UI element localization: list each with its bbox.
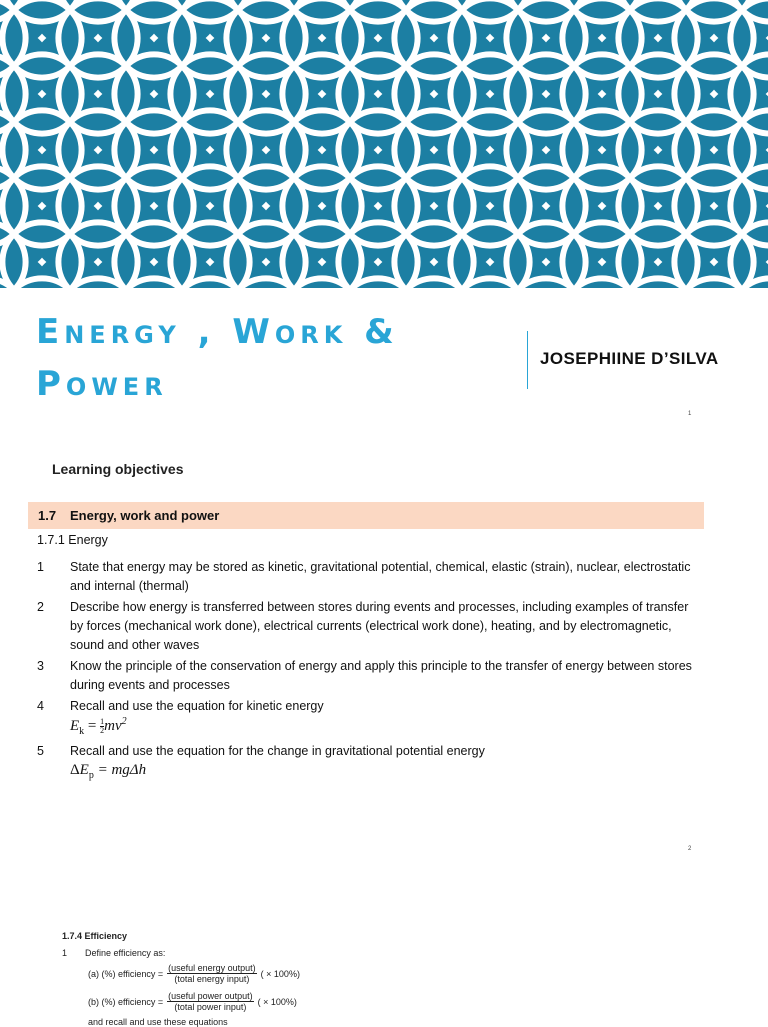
page-number-2: 2	[688, 846, 692, 852]
half-fraction: $\frac{1}{2}$	[100, 717, 105, 736]
circle-lattice-pattern	[0, 0, 768, 288]
author-name: JOSEPHIINE D’SILVA	[540, 349, 719, 368]
objective-number: 4	[37, 699, 44, 713]
efficiency-equation-a: (a) (%) efficiency = $\frac{\text{(useful energy output)}}{\text{(total energy input)}}$ ( × 100%)	[88, 963, 300, 984]
title-line-2: Power	[36, 364, 168, 404]
objective-number: 1	[37, 560, 44, 574]
objective-number: 3	[37, 659, 44, 673]
presentation-title	[36, 306, 399, 410]
title-divider	[527, 331, 528, 389]
objective-text: Know the principle of the conservation of energy and apply this principle to the transfer of energy between stores during events and processes	[70, 659, 692, 692]
section-title: Energy, work and power	[70, 508, 220, 523]
objective-item	[37, 697, 697, 716]
objective-text: Recall and use the equation for kinetic energy	[70, 699, 324, 713]
objective-item	[37, 742, 697, 761]
efficiency-heading: 1.7.4 Efficiency	[62, 931, 128, 941]
gpe-equation: $\Delta E_p = mg\Delta h$	[70, 762, 147, 781]
efficiency-cutoff-text: and recall and use these equations	[88, 1017, 228, 1027]
efficiency-fraction-a: $\frac{\text{(useful energy output)}}{\text{(total energy input)}}$	[168, 963, 256, 984]
efficiency-item-text: Define efficiency as:	[85, 948, 166, 958]
objective-text: State that energy may be stored as kinetic, gravitational potential, chemical, elastic (strain), nuclear, electrostatic and internal (thermal)	[70, 560, 691, 593]
objective-item	[37, 657, 697, 695]
section-header	[28, 502, 704, 529]
learning-objectives-heading: Learning objectives	[52, 461, 184, 477]
efficiency-equation-b: (b) (%) efficiency = $\frac{\text{(useful power output)}}{\text{(total power input)}}$ ( × 100%)	[88, 991, 297, 1012]
objective-item	[37, 558, 697, 596]
efficiency-item-number: 1	[62, 948, 68, 958]
objective-number: 2	[37, 600, 44, 614]
objective-text: Recall and use the equation for the change in gravitational potential energy	[70, 744, 485, 758]
kinetic-energy-equation: $E_k$ = $\frac{1}{2}$ $mv^2$	[70, 716, 127, 737]
title-line-1: Energy , Work &	[36, 312, 399, 352]
header-pattern-banner	[0, 0, 768, 288]
efficiency-fraction-b: $\frac{\text{(useful power output)}}{\text{(total power input)}}$	[168, 991, 253, 1012]
section-number: 1.7	[38, 508, 57, 523]
efficiency-item	[62, 948, 165, 958]
objective-item	[37, 598, 697, 655]
objective-number: 5	[37, 744, 44, 758]
objective-text: Describe how energy is transferred between stores during events and processes, including examples of transfer by forces (mechanical work done), electrical currents (electrical work done), heating, and by electromagnetic, sound and other waves	[70, 600, 689, 652]
subsection-heading: 1.7.1 Energy	[37, 533, 108, 547]
page-number-1: 1	[688, 411, 692, 417]
